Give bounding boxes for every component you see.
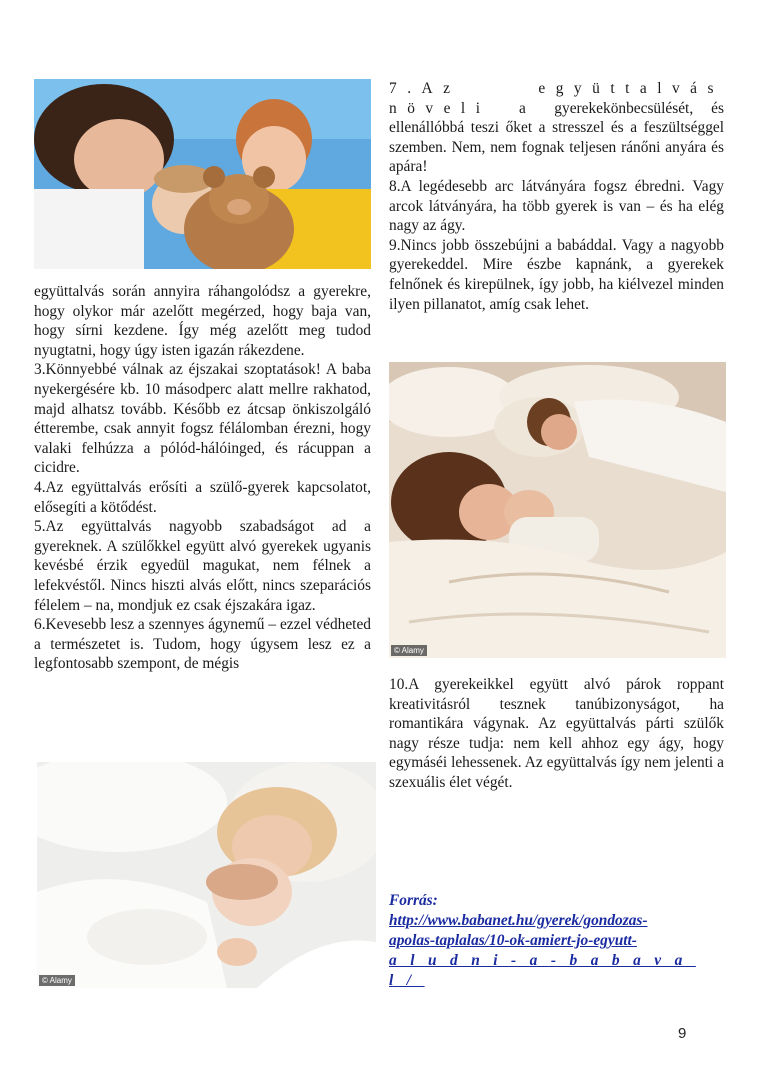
source-citation: [389, 891, 724, 991]
photo-mother-and-baby-illustration: [37, 762, 376, 988]
paragraph-continued: együttalvás során annyira ráhangolódsz a gyerekre, hogy olykor már azelőtt megérzed, hogy baja van, hogy sírni kezdene. Így még azelőtt meg tudod nyugtatni, hogy úgy isten igazán rákezdene.: [34, 283, 371, 359]
paragraph-point-10: 10.A gyerekeikkel együtt alvó párok roppant kreativitásról tesznek tanúbizonyságot, ha romantikára vágynak. Az együttalvás párti szülők nagy része tudja: nem kell ahhoz egy ágy, hogy egymáséi lehessenek. Az együttalvás így nem jelenti a szexuális élet végét.: [389, 676, 724, 791]
source-link-line-2: apolas-taplalas/10-ok-amiert-jo-egyutt-: [389, 932, 637, 949]
source-link[interactable]: [389, 911, 724, 991]
photo-2-credit: © Alamy: [391, 645, 427, 656]
paragraph-point-7-lead: 7.Az együttalvás növeli a: [389, 80, 724, 117]
paragraph-point-9: 9.Nincs jobb összebújni a babáddal. Vagy a nagyobb gyerekeddel. Mire észbe kapnánk, a gyerekek felnőnek és kirepülnek, így jobb, ha kiélvezel minden ilyen pillanatot, amíg csak lehet.: [389, 236, 724, 313]
paragraph-point-7-rest: gyerekekönbecsülését, és ellenállóbbá teszi őket a stresszel és a feszültséggel szemben. Nem, nem fognak teljesen ránőni anyára és apára!: [389, 99, 724, 176]
paragraph-point-8: 8.A legédesebb arc látványára fogsz ébredni. Vagy arcok látványára, ha több gyerek is van – és ha elég nagy az ágy.: [389, 177, 724, 235]
photo-3-credit: © Alamy: [39, 975, 75, 986]
paragraph-point-6: 6.Kevesebb lesz a szennyes ágynemű – ezzel védheted a természetet is. Tudom, hogy úgysem lesz ez a legfontosabb szempont, de mégis: [34, 616, 371, 673]
right-text-column: [389, 79, 724, 314]
source-link-line-1: http://www.babanet.hu/gyerek/gondozas-: [389, 912, 648, 929]
source-label: Forrás:: [389, 892, 438, 909]
right-text-column-lower: [389, 675, 724, 793]
page-number: 9: [678, 1025, 687, 1042]
photo-parents-with-baby-illustration: [389, 362, 726, 658]
paragraph-point-7: [389, 79, 724, 177]
source-link-line-3: aludni-a-babaval/: [389, 952, 696, 989]
photo-family-sleeping-illustration: [34, 79, 371, 269]
photo-parents-with-baby: [389, 362, 726, 658]
left-text-column: [34, 282, 371, 674]
paragraph-point-4: 4.Az együttalvás erősíti a szülő-gyerek kapcsolatot, elősegíti a kötődést.: [34, 478, 371, 516]
paragraph-point-3: 3.Könnyebbé válnak az éjszakai szoptatások! A baba nyekergésére kb. 10 másodperc alatt mellre rakhatod, majd alhatsz tovább. Később ez átcsap önkiszolgáló étterembe, csak annyit fogsz félálomban érezni, hogy valaki felhúzza a pólód-hálóinged, és rácuppan a cicidre.: [34, 361, 371, 477]
photo-mother-and-baby: [37, 762, 376, 988]
paragraph-point-5: 5.Az együttalvás nagyobb szabadságot ad a gyereknek. A szülőkkel együtt alvó gyerekek ugyanis kevésbé érzik egyedül magukat, nem félnek a lefekvéstől. Nincs hiszti alvás előtt, nincs szeparációs félelem – na, mondjuk ez csak éjszakára igaz.: [34, 518, 371, 614]
photo-family-sleeping: [34, 79, 371, 269]
